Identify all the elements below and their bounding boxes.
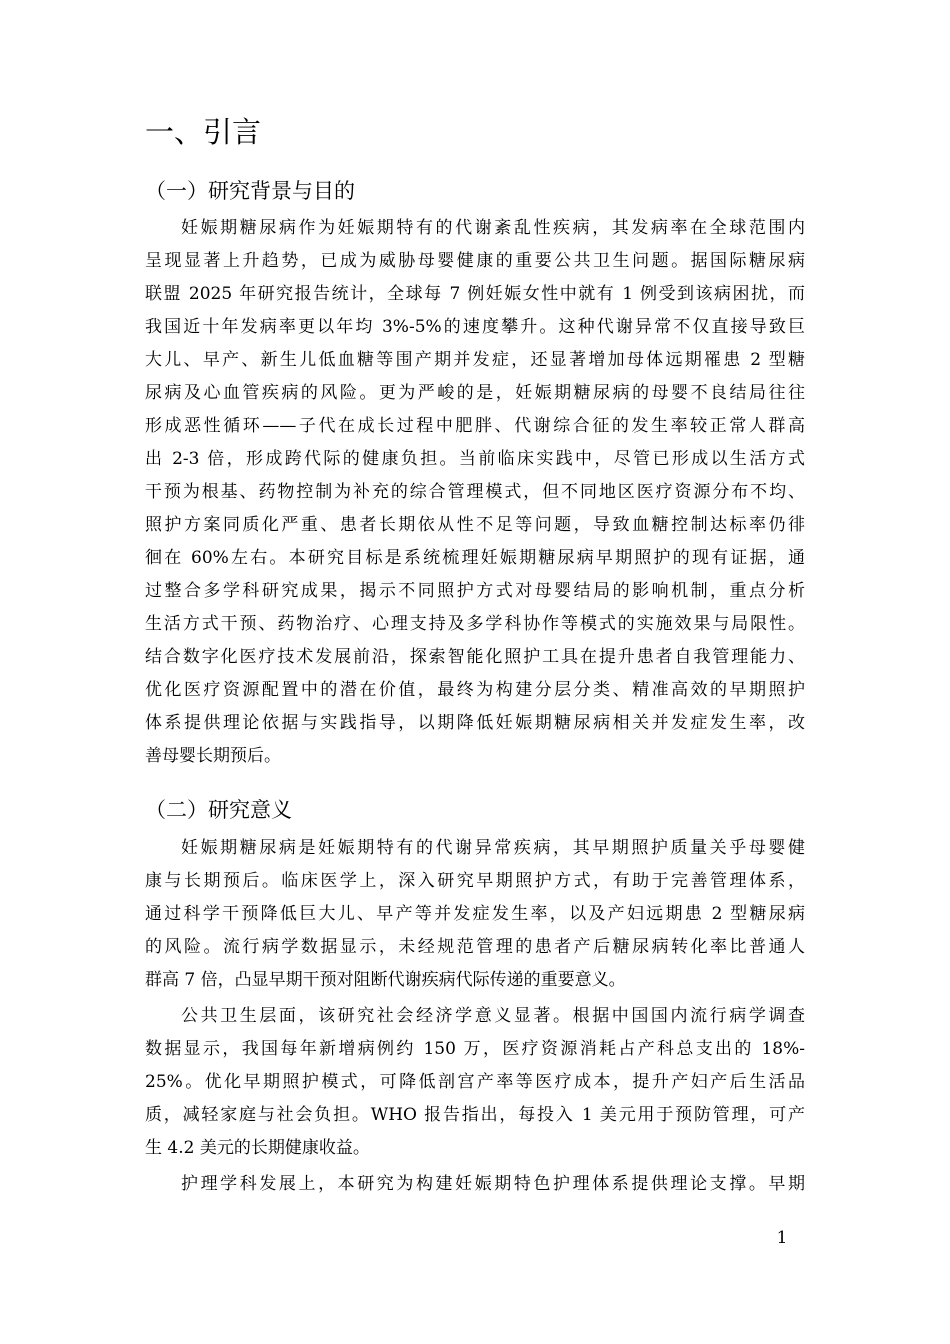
section-heading-significance: （二）研究意义: [145, 798, 292, 822]
paragraph-background: [145, 212, 805, 773]
text-line: 公共卫生层面，该研究社会经济学意义显著。根据中国国内流行病学调查: [181, 1006, 805, 1026]
text-line: 通过科学干预降低巨大儿、早产等并发症发生率，以及产妇远期患 2 型糖尿病: [145, 904, 805, 924]
text-line: 出 2-3 倍，形成跨代际的健康负担。当前临床实践中，尽管已形成以生活方式: [145, 449, 805, 469]
text-line: 形成恶性循环——子代在成长过程中肥胖、代谢综合征的发生率较正常人群高: [145, 416, 805, 436]
text-line: 体系提供理论依据与实践指导，以期降低妊娠期糖尿病相关并发症发生率，改: [145, 713, 805, 733]
text-line: 生 4.2 美元的长期健康收益。: [145, 1138, 370, 1158]
text-line: 妊娠期糖尿病是妊娠期特有的代谢异常疾病，其早期照护质量关乎母婴健: [181, 838, 805, 858]
text-line: 优化医疗资源配置中的潜在价值，最终为构建分层分类、精准高效的早期照护: [145, 680, 805, 700]
text-line: 的风险。流行病学数据显示，未经规范管理的患者产后糖尿病转化率比普通人: [145, 937, 805, 957]
chapter-heading: 一、引言: [145, 115, 262, 149]
section-heading-background: （一）研究背景与目的: [145, 179, 355, 203]
text-line: 质，减轻家庭与社会负担。WHO 报告指出，每投入 1 美元用于预防管理，可产: [145, 1105, 805, 1125]
text-line: 徊在 60%左右。本研究目标是系统梳理妊娠期糖尿病早期照护的现有证据，通: [145, 548, 805, 568]
text-line: 25%。优化早期照护模式，可降低剖宫产率等医疗成本，提升产妇产后生活品: [145, 1072, 805, 1092]
text-line: 大儿、早产、新生儿低血糖等围产期并发症，还显著增加母体远期罹患 2 型糖: [145, 350, 805, 370]
text-line: 妊娠期糖尿病作为妊娠期特有的代谢紊乱性疾病，其发病率在全球范围内: [181, 218, 805, 238]
paragraph-public-health: [145, 1000, 805, 1165]
text-line: 康与长期预后。临床医学上，深入研究早期照护方式，有助于完善管理体系，: [145, 871, 805, 891]
text-line: 数据显示，我国每年新增病例约 150 万，医疗资源消耗占产科总支出的 18%-: [145, 1039, 805, 1059]
text-line: 过整合多学科研究成果，揭示不同照护方式对母婴结局的影响机制，重点分析: [145, 581, 805, 601]
text-line: 干预为根基、药物控制为补充的综合管理模式，但不同地区医疗资源分布不均、: [145, 482, 805, 502]
page-number: [0, 1226, 790, 1250]
text-line: 生活方式干预、药物治疗、心理支持及多学科协作等模式的实施效果与局限性。: [145, 614, 805, 634]
text-line: 呈现显著上升趋势，已成为威胁母婴健康的重要公共卫生问题。据国际糖尿病: [145, 251, 805, 271]
text-line: 我国近十年发病率更以年均 3%-5%的速度攀升。这种代谢异常不仅直接导致巨: [145, 317, 805, 337]
paragraph-clinical: [145, 832, 805, 997]
text-line: 群高 7 倍，凸显早期干预对阻断代谢疾病代际传递的重要意义。: [145, 970, 626, 990]
text-line: 结合数字化医疗技术发展前沿，探索智能化照护工具在提升患者自我管理能力、: [145, 647, 805, 667]
page-number-value: 1: [776, 1228, 788, 1248]
text-line: 护理学科发展上，本研究为构建妊娠期特色护理体系提供理论支撑。早期: [181, 1174, 805, 1194]
text-line: 尿病及心血管疾病的风险。更为严峻的是，妊娠期糖尿病的母婴不良结局往往: [145, 383, 805, 403]
text-line: 照护方案同质化严重、患者长期依从性不足等问题，导致血糖控制达标率仍徘: [145, 515, 805, 535]
text-line: 善母婴长期预后。: [145, 746, 281, 766]
text-line: 联盟 2025 年研究报告统计，全球每 7 例妊娠女性中就有 1 例受到该病困扰，而: [145, 284, 805, 304]
paragraph-nursing: [145, 1168, 805, 1201]
